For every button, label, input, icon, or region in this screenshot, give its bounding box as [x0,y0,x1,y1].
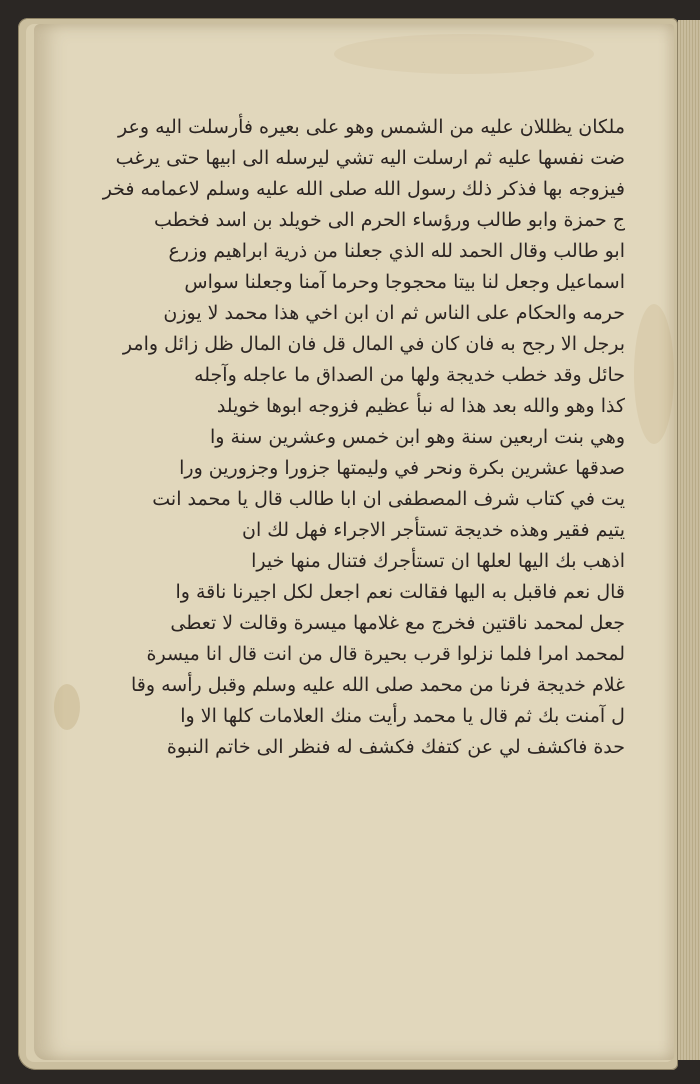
text-line: قال نعم فاقبل به اليها فقالت نعم اجعل لكل اجيرنا ناقة وا [175,581,625,603]
text-line: لمحمد امرا فلما نزلوا قرب بحيرة قال من انت قال انا ميسرة [146,643,625,665]
text-line: ابو طالب وقال الحمد لله الذي جعلنا من ذرية ابراهيم وزرع [168,240,625,262]
stain-spot [54,684,80,730]
text-line: اسماعيل وجعل لنا بيتا محجوجا وحرما آمنا وجعلنا سواس [184,271,625,293]
text-line: صدقها عشرين بكرة ونحر في وليمتها جزورا وجزورين ورا [179,457,625,479]
page-edges-right [678,20,700,1060]
text-line: كذا وهو والله بعد هذا له نبأ عظيم فزوجه ابوها خويلد [216,395,625,417]
stain-spot [334,34,594,74]
text-line: حدة فاكشف لي عن كتفك فكشف له فنظر الى خاتم النبوة [166,736,625,758]
text-line: برجل الا رجح به فان كان في المال قل فان المال ظل زائل وامر [122,333,625,355]
stain-spot [634,304,674,444]
text-line: حرمه والحكام على الناس ثم ان ابن اخي هذا محمد لا يوزن [163,302,625,324]
text-line: غلام خديجة فرنا من محمد صلى الله عليه وسلم وقبل رأسه وقا [131,674,625,696]
text-line: وهي بنت اربعين سنة وهو ابن خمس وعشرين سنة وا [210,426,625,448]
text-line: يتيم فقير وهذه خديجة تستأجر الاجراء فهل لك ان [241,519,625,541]
text-line: جعل لمحمد ناقتين فخرج مع غلامها ميسرة وقالت لا تعطى [170,612,625,634]
text-line: ضت نفسها عليه ثم ارسلت اليه تشي ليرسله الى ابيها حتى يرغب [115,147,625,169]
text-line: ج حمزة وابو طالب ورؤساء الحرم الى خويلد بن اسد فخطب [153,209,625,231]
text-line: ملكان يظللان عليه من الشمس وهو على بعيره فأرسلت اليه وعر [118,116,625,138]
text-line: ل آمنت بك ثم قال يا محمد رأيت منك العلامات كلها الا وا [180,705,625,727]
text-line: اذهب بك اليها لعلها ان تستأجرك فتنال منها خيرا [251,550,625,572]
text-line: فيزوجه بها فذكر ذلك رسول الله صلى الله عليه وسلم لاعمامه فخر [102,178,625,200]
text-line: حائل وقد خطب خديجة ولها من الصداق ما عاجله وآجله [194,364,625,386]
manuscript-text [95,112,625,763]
text-line: يت في كتاب شرف المصطفى ان ابا طالب قال يا محمد انت [152,488,625,510]
